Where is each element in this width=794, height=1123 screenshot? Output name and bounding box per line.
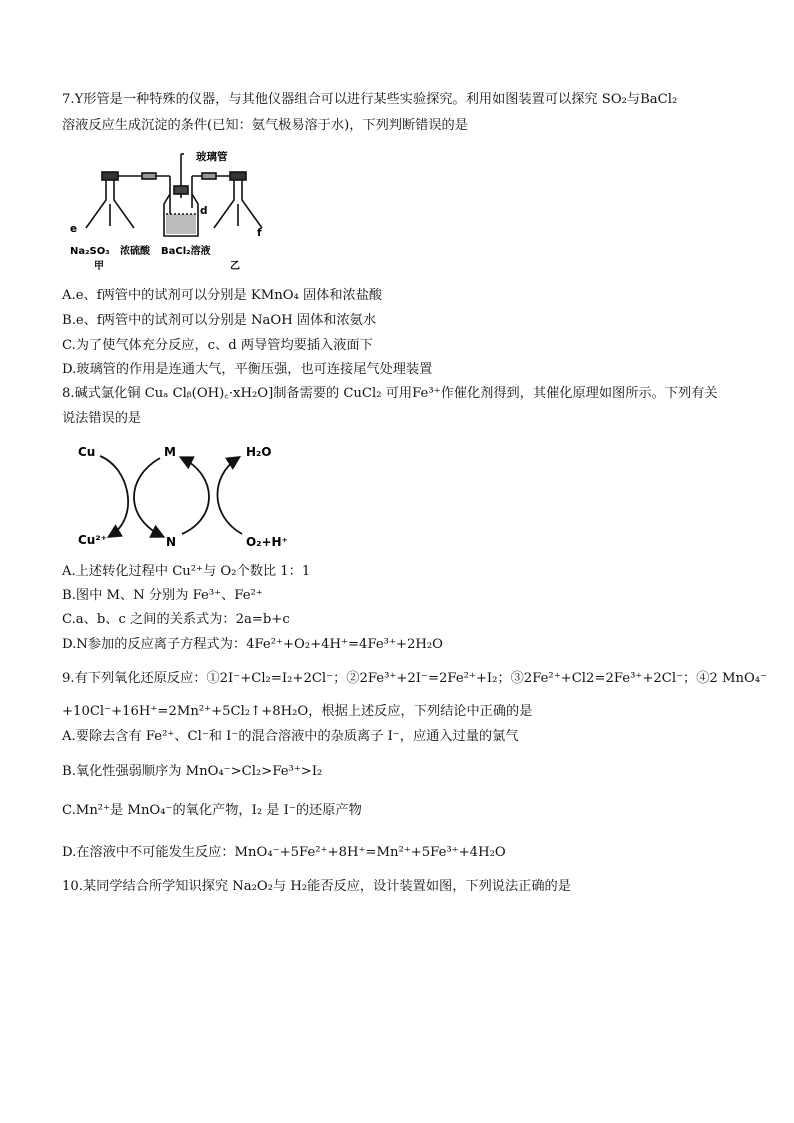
q7-stem-line2: 溶液反应生成沉淀的条件(已知：氨气极易溶于水)，下列判断错误的是 xyxy=(62,118,468,133)
cycle-arrows-icon xyxy=(100,456,242,536)
q9-stem-line2: +10Cl⁻+16H⁺=2Mn²⁺+5Cl₂↑+8H₂O，根据上述反应，下列结论中正确的是 xyxy=(62,704,533,719)
q7-option-c: C.为了使气体充分反应，c、d 两导管均要插入液面下 xyxy=(62,338,373,353)
q9-stem-line1: 9.有下列氧化还原反应：①2I⁻+Cl₂=I₂+2Cl⁻；②2Fe³⁺+2I⁻=2Fe²⁺+I₂；③2Fe²⁺+Cl2=2Fe³⁺+2Cl⁻；④2 MnO₄⁻ xyxy=(62,671,768,686)
cu-label: Cu xyxy=(78,445,96,459)
q7-option-b: B.e、f两管中的试剂可以分别是 NaOH 固体和浓氨水 xyxy=(62,313,377,328)
cu2-label: Cu²⁺ xyxy=(78,533,107,547)
o2h-label: O₂+H⁺ xyxy=(246,535,288,549)
q7-stem-line1: 7.Y形管是一种特殊的仪器，与其他仪器组合可以进行某些实验探究。利用如图装置可以探究 SO₂与BaCl₂ xyxy=(62,92,678,107)
label-yi: 乙 xyxy=(230,261,240,272)
q8-catalytic-cycle-figure xyxy=(70,438,300,554)
q8-stem-line2: 说法错误的是 xyxy=(62,411,142,426)
q9-option-b: B.氧化性强弱顺序为 MnO₄⁻>Cl₂>Fe³⁺>I₂ xyxy=(62,764,323,779)
label-na2so3: Na₂SO₃ xyxy=(70,246,110,257)
q8-option-b: B.图中 M、N 分别为 Fe³⁺、Fe²⁺ xyxy=(62,588,263,603)
glass-tube-label: 玻璃管 xyxy=(196,151,228,163)
q9-option-a: A.要除去含有 Fe²⁺、Cl⁻和 I⁻的混合溶液中的杂质离子 I⁻，应通入过量的氯气 xyxy=(62,729,519,744)
q7-option-d: D.玻璃管的作用是连通大气，平衡压强，也可连接尾气处理装置 xyxy=(62,362,433,377)
y-tube-right-icon xyxy=(214,172,262,228)
q8-option-c: C.a、b、c 之间的关系式为：2a=b+c xyxy=(62,612,290,627)
h2o-label: H₂O xyxy=(246,445,272,459)
q7-apparatus-figure xyxy=(66,148,266,274)
q8-stem-line1: 8.碱式氯化铜 Cuₐ Clᵦ(OH)꜀·xH₂O]制备需要的 CuCl₂ 可用Fe³⁺作催化剂得到，其催化原理如图所示。下列有关 xyxy=(62,386,718,401)
bacl2-bottle-icon xyxy=(164,186,198,236)
n-label: N xyxy=(166,535,177,549)
label-jia: 甲 xyxy=(94,261,104,272)
label-e: e xyxy=(70,223,78,235)
label-d: d xyxy=(200,205,208,217)
label-bacl2: BaCl₂溶液 xyxy=(161,246,211,257)
q9-option-c: C.Mn²⁺是 MnO₄⁻的氧化产物，I₂ 是 I⁻的还原产物 xyxy=(62,803,362,818)
q9-option-d: D.在溶液中不可能发生反应：MnO₄⁻+5Fe²⁺+8H⁺=Mn²⁺+5Fe³⁺+4H₂O xyxy=(62,845,506,860)
y-tube-left-icon xyxy=(86,172,134,228)
m-label: M xyxy=(164,445,176,459)
label-f: f xyxy=(257,227,262,239)
q10-stem-line1: 10.某同学结合所学知识探究 Na₂O₂与 H₂能否反应，设计装置如图，下列说法正确的是 xyxy=(62,879,571,894)
label-conc-h2so4: 浓硫酸 xyxy=(120,246,150,257)
q8-option-d: D.N参加的反应离子方程式为：4Fe²⁺+O₂+4H⁺=4Fe³⁺+2H₂O xyxy=(62,637,443,652)
q8-option-a: A.上述转化过程中 Cu²⁺与 O₂个数比 1：1 xyxy=(62,564,311,579)
q7-option-a: A.e、f两管中的试剂可以分别是 KMnO₄ 固体和浓盐酸 xyxy=(62,288,383,303)
